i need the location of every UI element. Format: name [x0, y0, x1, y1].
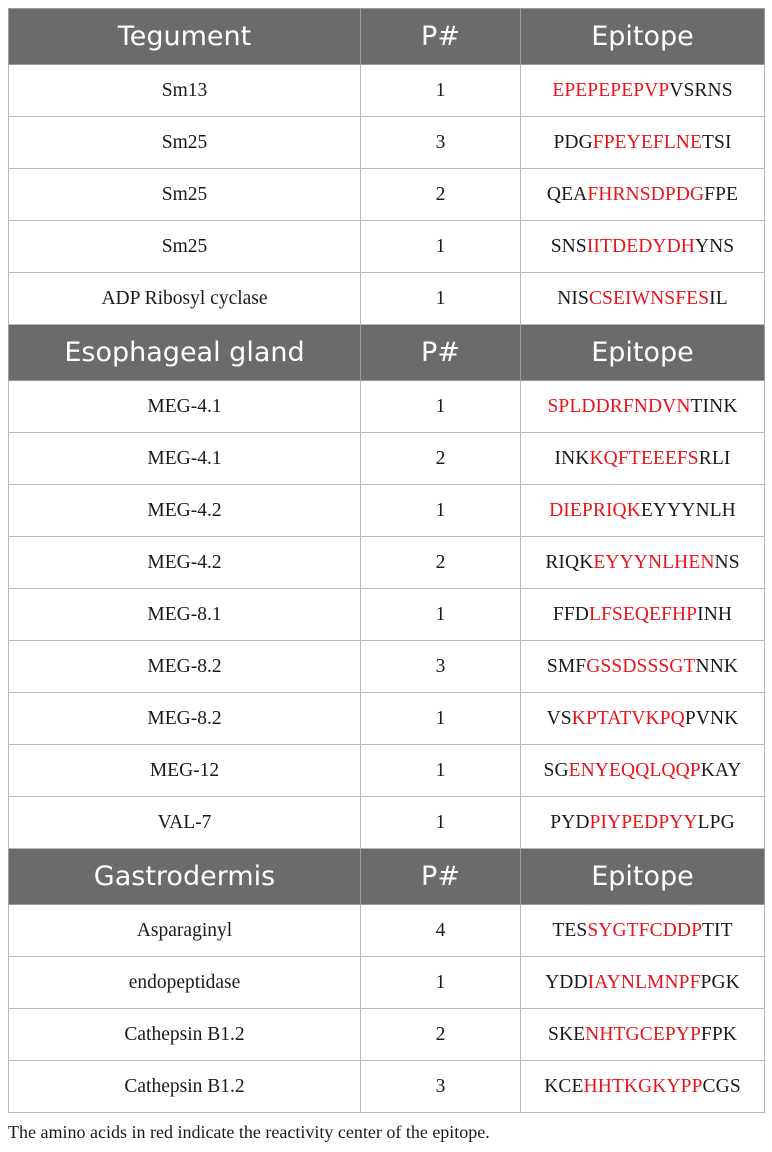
epitope-prefix: QEA — [546, 183, 588, 205]
epitope-reactive-center: EYYYNLHEN — [593, 551, 715, 573]
p-number-cell: 1 — [361, 957, 521, 1009]
protein-cell: MEG-8.2 — [9, 693, 361, 745]
epitope-reactive-center: CSEIWNSFES — [588, 287, 710, 309]
p-number-cell: 3 — [361, 1061, 521, 1113]
epitope-cell — [521, 273, 765, 325]
table-row — [9, 537, 765, 589]
section-header-row — [9, 9, 765, 65]
section-header-row — [9, 325, 765, 381]
epitope-suffix: IL — [709, 287, 728, 309]
protein-cell: Sm25 — [9, 117, 361, 169]
p-number-cell: 2 — [361, 433, 521, 485]
table-row — [9, 117, 765, 169]
epitope-reactive-center: GSSDSSSGT — [586, 655, 696, 677]
table-row — [9, 485, 765, 537]
p-number-cell: 1 — [361, 745, 521, 797]
epitope-suffix: PVNK — [684, 707, 739, 729]
epitope-cell — [521, 589, 765, 641]
epitope-cell — [521, 169, 765, 221]
section-header-row — [9, 849, 765, 905]
epitope-reactive-center: NHTGCEPYP — [585, 1023, 701, 1045]
epitope-prefix: SG — [543, 759, 569, 781]
epitope-suffix: FPK — [700, 1023, 737, 1045]
epitope-suffix: KAY — [700, 759, 742, 781]
protein-cell: Asparaginyl — [9, 905, 361, 957]
protein-cell: MEG-8.2 — [9, 641, 361, 693]
epitope-reactive-center: FPEYEFLNE — [592, 131, 702, 153]
epitope-cell — [521, 745, 765, 797]
epitope-prefix: PYD — [550, 811, 590, 833]
table-row — [9, 273, 765, 325]
epitope-prefix: RIQK — [545, 551, 594, 573]
epitope-reactive-center: FHRNSDPDG — [587, 183, 705, 205]
epitope-suffix: INH — [697, 603, 733, 625]
section-title: Tegument — [9, 9, 361, 65]
epitope-reactive-center: KPTATVKPQ — [571, 707, 685, 729]
p-number-cell: 2 — [361, 1009, 521, 1061]
epitope-suffix: CGS — [702, 1075, 741, 1097]
epitope-cell — [521, 641, 765, 693]
table-footnote: The amino acids in red indicate the reactivity center of the epitope. — [8, 1122, 490, 1142]
protein-cell: MEG-4.1 — [9, 381, 361, 433]
epitope-prefix: NIS — [557, 287, 589, 309]
epitope-reactive-center: HHTKGKYPP — [583, 1075, 703, 1097]
protein-cell: VAL-7 — [9, 797, 361, 849]
epitope-suffix: LPG — [697, 811, 735, 833]
p-number-header: P# — [361, 325, 521, 381]
epitope-header: Epitope — [521, 325, 765, 381]
protein-cell: endopeptidase — [9, 957, 361, 1009]
protein-cell: MEG-12 — [9, 745, 361, 797]
epitope-cell — [521, 693, 765, 745]
p-number-cell: 2 — [361, 169, 521, 221]
epitope-suffix: NS — [714, 551, 740, 573]
epitope-prefix: YDD — [545, 971, 588, 993]
protein-cell: MEG-8.1 — [9, 589, 361, 641]
table-row — [9, 65, 765, 117]
epitope-table — [8, 8, 765, 1113]
protein-cell: Sm13 — [9, 65, 361, 117]
p-number-header: P# — [361, 9, 521, 65]
table-row — [9, 797, 765, 849]
epitope-reactive-center: LFSEQEFHP — [588, 603, 698, 625]
epitope-suffix: TINK — [690, 395, 738, 417]
epitope-suffix: TIT — [702, 919, 733, 941]
epitope-cell — [521, 485, 765, 537]
table-row — [9, 957, 765, 1009]
epitope-reactive-center: KQFTEEEFS — [589, 447, 699, 469]
epitope-cell — [521, 433, 765, 485]
epitope-suffix: NNK — [695, 655, 739, 677]
epitope-cell — [521, 1061, 765, 1113]
protein-cell: Sm25 — [9, 221, 361, 273]
table-row — [9, 905, 765, 957]
p-number-cell: 1 — [361, 693, 521, 745]
epitope-reactive-center: IITDEDYDH — [586, 235, 695, 257]
p-number-cell: 1 — [361, 381, 521, 433]
table-row — [9, 381, 765, 433]
epitope-reactive-center: DIEPRIQK — [549, 499, 641, 521]
epitope-cell — [521, 797, 765, 849]
epitope-reactive-center: SYGTFCDDP — [587, 919, 703, 941]
epitope-suffix: PGK — [700, 971, 740, 993]
epitope-suffix: RLI — [698, 447, 731, 469]
p-number-header: P# — [361, 849, 521, 905]
protein-cell: ADP Ribosyl cyclase — [9, 273, 361, 325]
p-number-cell: 1 — [361, 485, 521, 537]
epitope-reactive-center: ENYEQQLQQP — [568, 759, 701, 781]
epitope-reactive-center: IAYNLMNPF — [587, 971, 701, 993]
epitope-header: Epitope — [521, 9, 765, 65]
table-row — [9, 169, 765, 221]
protein-cell: MEG-4.2 — [9, 537, 361, 589]
epitope-suffix: EYYYNLH — [640, 499, 736, 521]
p-number-cell: 4 — [361, 905, 521, 957]
epitope-reactive-center: SPLDDRFNDVN — [547, 395, 691, 417]
protein-cell: Cathepsin B1.2 — [9, 1061, 361, 1113]
p-number-cell: 1 — [361, 221, 521, 273]
p-number-cell: 3 — [361, 641, 521, 693]
protein-cell: Sm25 — [9, 169, 361, 221]
epitope-prefix: INK — [554, 447, 590, 469]
table-row — [9, 589, 765, 641]
epitope-prefix: SKE — [548, 1023, 586, 1045]
epitope-table-body — [9, 9, 765, 1113]
section-title: Gastrodermis — [9, 849, 361, 905]
section-title: Esophageal gland — [9, 325, 361, 381]
epitope-prefix: SNS — [550, 235, 587, 257]
p-number-cell: 2 — [361, 537, 521, 589]
table-row — [9, 1009, 765, 1061]
table-row — [9, 641, 765, 693]
table-row — [9, 221, 765, 273]
epitope-cell — [521, 221, 765, 273]
protein-cell: MEG-4.1 — [9, 433, 361, 485]
epitope-suffix: VSRNS — [669, 79, 733, 101]
epitope-header: Epitope — [521, 849, 765, 905]
epitope-prefix: VS — [546, 707, 572, 729]
table-row — [9, 745, 765, 797]
epitope-cell — [521, 905, 765, 957]
p-number-cell: 1 — [361, 589, 521, 641]
epitope-prefix: FFD — [552, 603, 589, 625]
epitope-cell — [521, 1009, 765, 1061]
epitope-prefix: PDG — [553, 131, 593, 153]
epitope-cell — [521, 117, 765, 169]
epitope-prefix: KCE — [544, 1075, 584, 1097]
table-row — [9, 433, 765, 485]
epitope-cell — [521, 537, 765, 589]
protein-cell: MEG-4.2 — [9, 485, 361, 537]
p-number-cell: 1 — [361, 273, 521, 325]
protein-cell: Cathepsin B1.2 — [9, 1009, 361, 1061]
epitope-suffix: FPE — [704, 183, 739, 205]
epitope-cell — [521, 957, 765, 1009]
epitope-reactive-center: PIYPEDPYY — [589, 811, 698, 833]
p-number-cell: 1 — [361, 797, 521, 849]
epitope-cell — [521, 65, 765, 117]
table-row — [9, 693, 765, 745]
p-number-cell: 3 — [361, 117, 521, 169]
epitope-prefix: TES — [552, 919, 588, 941]
epitope-prefix: SMF — [546, 655, 587, 677]
epitope-reactive-center: EPEPEPEPVP — [552, 79, 670, 101]
table-row — [9, 1061, 765, 1113]
epitope-cell — [521, 381, 765, 433]
epitope-suffix: TSI — [702, 131, 732, 153]
p-number-cell: 1 — [361, 65, 521, 117]
epitope-suffix: YNS — [694, 235, 735, 257]
